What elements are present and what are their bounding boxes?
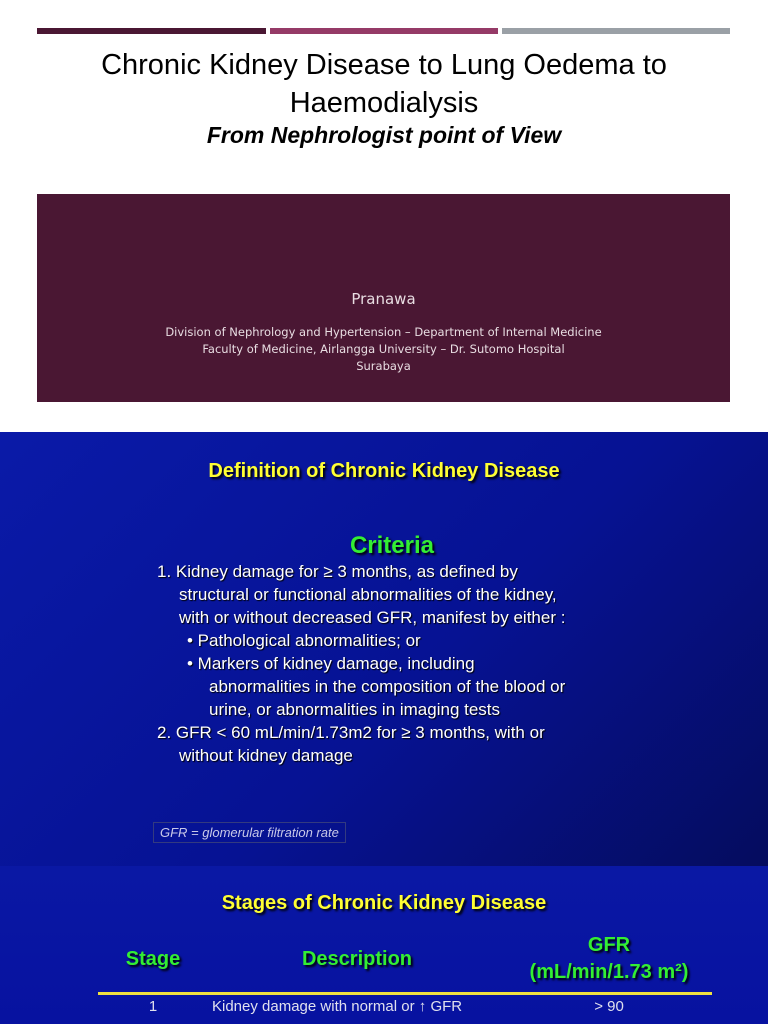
criteria-item: • Pathological abnormalities; or: [187, 631, 421, 650]
criteria-item: with or without decreased GFR, manifest by either :: [179, 608, 566, 627]
accent-bar: [37, 28, 266, 34]
title-slide: [0, 0, 768, 432]
criteria-item: without kidney damage: [179, 746, 353, 765]
affiliation-line: Division of Nephrology and Hypertension – Department of Internal Medicine: [165, 325, 602, 339]
accent-bar: [502, 28, 730, 34]
author-name: Pranawa: [351, 290, 416, 308]
criteria-item: 2. GFR < 60 mL/min/1.73m2 for ≥ 3 months, with or: [157, 723, 545, 742]
header-rule: [98, 992, 712, 995]
presentation-title: Chronic Kidney Disease to Lung Oedema to Haemodialysis: [101, 49, 667, 119]
criteria-list: [157, 560, 637, 767]
row-gfr: > 90: [594, 998, 624, 1015]
criteria-item: structural or functional abnormalities of the kidney,: [179, 585, 557, 604]
affiliation: [37, 324, 730, 375]
author-box: [37, 194, 730, 402]
accent-bar: [270, 28, 498, 34]
gfr-unit: (mL/min/1.73 m²): [529, 961, 689, 983]
row-stage: 1: [148, 998, 158, 1015]
criteria-item: abnormalities in the composition of the blood or: [209, 677, 566, 696]
header-stage: Stage: [125, 948, 181, 970]
header-gfr: [500, 932, 718, 986]
criteria-item: 1. Kidney damage for ≥ 3 months, as defined by: [157, 562, 518, 581]
affiliation-line: Surabaya: [356, 359, 411, 373]
criteria-heading: Criteria: [349, 532, 435, 559]
row-description: Kidney damage with normal or ↑ GFR: [212, 998, 463, 1015]
header-description: Description: [301, 948, 413, 970]
gfr-label: GFR: [587, 934, 631, 956]
slide-title: Stages of Chronic Kidney Disease: [221, 892, 547, 914]
presentation-subtitle: From Nephrologist point of View: [206, 122, 562, 148]
affiliation-line: Faculty of Medicine, Airlangga University – Dr. Sutomo Hospital: [202, 342, 565, 356]
stages-slide: [0, 866, 768, 1024]
definition-slide: [0, 432, 768, 866]
criteria-item: • Markers of kidney damage, including: [187, 654, 475, 673]
slide-title: Definition of Chronic Kidney Disease: [208, 460, 560, 482]
criteria-item: urine, or abnormalities in imaging tests: [209, 700, 501, 719]
footnote: GFR = glomerular filtration rate: [153, 822, 346, 843]
